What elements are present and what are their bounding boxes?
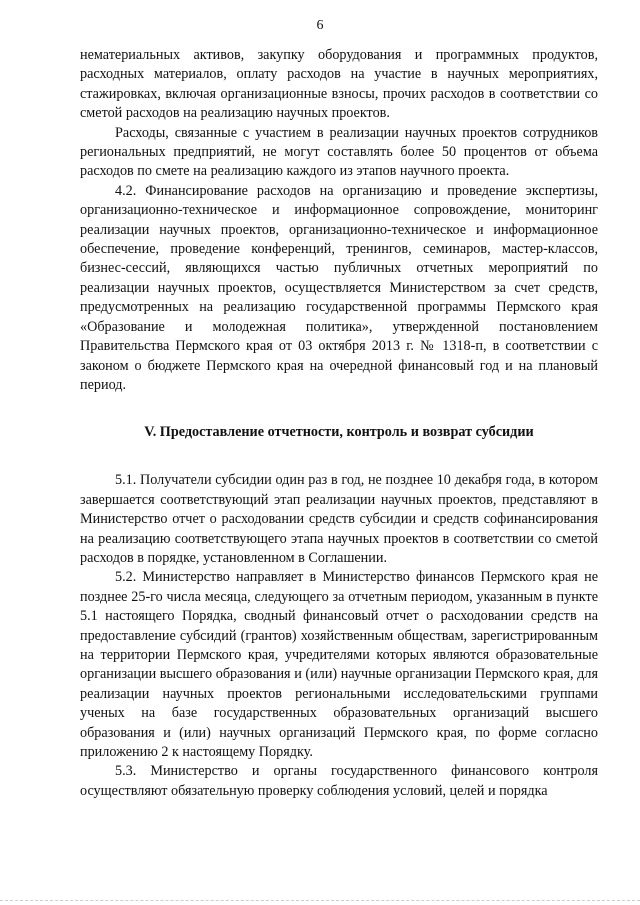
paragraph-5-1: 5.1. Получатели субсидии один раз в год, не позднее 10 декабря года, в котором завершается соответствующий этап реализации научных проектов, представляют в Министерство отчет о расходовании средств субсидии и средств софинансирования на реализацию соответствующего этапа научных проектов в соответствии со сметой расходов в порядке, установленном в Соглашении.: [80, 472, 598, 566]
paragraph-4-2: 4.2. Финансирование расходов на организацию и проведение экспертизы, организационно-техническое и информационное сопровождение, мониторинг реализации научных проектов, организационно-техническое и информационное обеспечение, проведение конференций, тренингов, семинаров, мастер-классов, бизнес-сессий, являющихся частью публичных отчетных мероприятий по реализации научных проектов, осуществляется Министерством за счет средств, предусмотренных на реализацию государственной программы Пермского края «Образование и молодежная политика», утвержденной постановлением Правительства Пермского края от 03 октября 2013 г. № 1318-п, в соответствии с законом о бюджете Пермского края на очередной финансовый год и на плановый период.: [80, 182, 598, 393]
document-body: [80, 46, 598, 801]
page-number: 6: [316, 18, 324, 33]
paragraph-expenses-limit: Расходы, связанные с участием в реализации научных проектов сотрудников региональных предприятий, не могут составлять более 50 процентов от объема расходов по смете на реализацию каждого из этапов научного проекта.: [80, 124, 598, 180]
section-heading: V. Предоставление отчетности, контроль и возврат субсидии: [144, 424, 534, 441]
paragraph-5-3: 5.3. Министерство и органы государственного финансового контроля осуществляют обязательную проверку соблюдения условий, целей и порядка: [80, 763, 598, 799]
paragraph-5-2: 5.2. Министерство направляет в Министерство финансов Пермского края не позднее 25-го числа месяца, следующего за отчетным периодом, указанным в пункте 5.1 настоящего Порядка, сводный финансовый отчет о расходовании средств на предоставление субсидий (грантов) хозяйственным обществам, зарегистрированным на территории Пермского края, учредителями которых являются образовательные организации высшего образования и (или) научные организации Пермского края, для реализации научных проектов региональными исследовательскими группами ученых на базе государственных образовательных организаций высшего образования и (или) научных организаций Пермского края, по форме согласно приложению 2 к настоящему Порядку.: [80, 569, 598, 760]
scan-edge-line: [0, 900, 640, 901]
paragraph-continuation: нематериальных активов, закупку оборудования и программных продуктов, расходных материалов, оплату расходов на участие в научных мероприятиях, стажировках, включая организационные взносы, прочих расходов в соответствии со сметой расходов на реализацию научных проектов.: [80, 47, 598, 122]
